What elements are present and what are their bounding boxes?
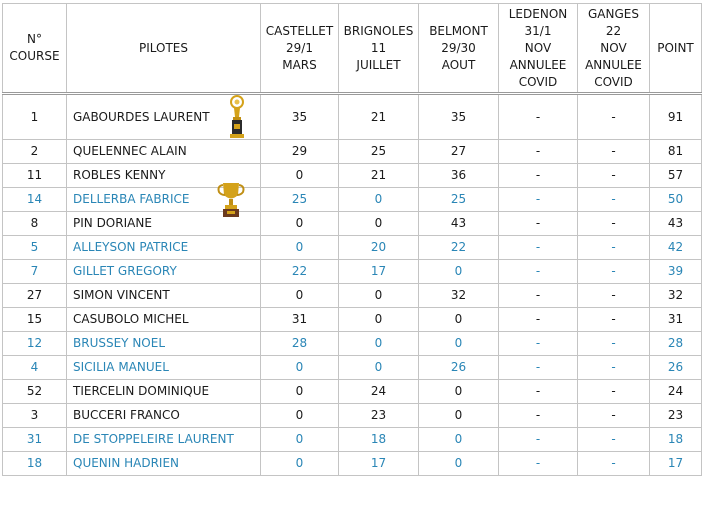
- header-line: ANNULEE: [585, 57, 642, 72]
- header-line: 29/30: [441, 40, 476, 55]
- cell-belmont: 26: [419, 356, 499, 380]
- header-line: 22: [605, 23, 622, 38]
- cell-point: 50: [650, 188, 702, 212]
- cell-pilot-name: [67, 188, 261, 212]
- cell-brignoles: 0: [339, 188, 419, 212]
- header-line: N°: [27, 32, 42, 46]
- cell-point: 32: [650, 284, 702, 308]
- cell-castellet: 0: [261, 236, 339, 260]
- cell-castellet: 0: [261, 212, 339, 236]
- cell-ganges: -: [578, 284, 650, 308]
- header-row: [3, 4, 702, 94]
- table-row: [3, 452, 702, 476]
- cell-ganges: -: [578, 356, 650, 380]
- cell-castellet: 0: [261, 380, 339, 404]
- cell-belmont: 35: [419, 94, 499, 140]
- cell-course-num: 4: [3, 356, 67, 380]
- cell-brignoles: 17: [339, 260, 419, 284]
- header-line: JUILLET: [356, 57, 401, 72]
- pilot-name-text: TIERCELIN DOMINIQUE: [73, 384, 210, 398]
- cell-belmont: 43: [419, 212, 499, 236]
- cell-castellet: 0: [261, 452, 339, 476]
- table-row: [3, 284, 702, 308]
- cell-point: 28: [650, 332, 702, 356]
- cell-ganges: -: [578, 236, 650, 260]
- cell-ledenon: -: [499, 308, 578, 332]
- cell-brignoles: 0: [339, 356, 419, 380]
- pilot-name-text: SICILIA MANUEL: [73, 360, 169, 374]
- cell-ledenon: -: [499, 404, 578, 428]
- header-line: GANGES: [588, 6, 639, 21]
- cell-castellet: 0: [261, 284, 339, 308]
- cell-castellet: 0: [261, 356, 339, 380]
- pilot-name-text: QUELENNEC ALAIN: [73, 144, 187, 158]
- table-row: [3, 236, 702, 260]
- cell-point: 18: [650, 428, 702, 452]
- cell-belmont: 22: [419, 236, 499, 260]
- cell-course-num: 7: [3, 260, 67, 284]
- header-line: NOV: [524, 40, 552, 55]
- cell-point: 81: [650, 140, 702, 164]
- header-line: MARS: [282, 57, 317, 72]
- header-line: NOV: [600, 40, 627, 55]
- cell-ledenon: -: [499, 164, 578, 188]
- table-row: [3, 94, 702, 140]
- table-row: [3, 332, 702, 356]
- cell-point: 43: [650, 212, 702, 236]
- cell-pilot-name: [67, 212, 261, 236]
- cell-ganges: -: [578, 94, 650, 140]
- cell-ganges: -: [578, 404, 650, 428]
- cell-castellet: 0: [261, 404, 339, 428]
- cell-ledenon: -: [499, 140, 578, 164]
- cell-course-num: 31: [3, 428, 67, 452]
- cell-point: 42: [650, 236, 702, 260]
- cell-course-num: 27: [3, 284, 67, 308]
- cell-ledenon: -: [499, 188, 578, 212]
- table-row: [3, 308, 702, 332]
- cell-ledenon: -: [499, 212, 578, 236]
- cell-ledenon: -: [499, 452, 578, 476]
- cell-brignoles: 0: [339, 284, 419, 308]
- cell-ledenon: -: [499, 260, 578, 284]
- table-row: [3, 428, 702, 452]
- cell-brignoles: 24: [339, 380, 419, 404]
- cell-castellet: 29: [261, 140, 339, 164]
- cell-course-num: 5: [3, 236, 67, 260]
- cell-pilot-name: [67, 380, 261, 404]
- cell-course-num: 12: [3, 332, 67, 356]
- table-row: [3, 356, 702, 380]
- header-castellet: [261, 4, 339, 94]
- cell-course-num: 2: [3, 140, 67, 164]
- header-pilotes: PILOTES: [67, 4, 261, 94]
- cell-belmont: 0: [419, 452, 499, 476]
- table-row: [3, 260, 702, 284]
- cell-course-num: 11: [3, 164, 67, 188]
- header-line: 31/1: [524, 23, 552, 38]
- table-row: [3, 188, 702, 212]
- header-point: POINT: [650, 4, 702, 94]
- cell-point: 31: [650, 308, 702, 332]
- cell-course-num: 14: [3, 188, 67, 212]
- header-ledenon: [499, 4, 578, 94]
- pilot-name-text: GILLET GREGORY: [73, 264, 177, 278]
- cell-castellet: 35: [261, 94, 339, 140]
- cell-pilot-name: [67, 260, 261, 284]
- pilot-name-text: DELLERBA FABRICE: [73, 192, 190, 206]
- cell-ledenon: -: [499, 332, 578, 356]
- cell-pilot-name: [67, 236, 261, 260]
- cell-belmont: 0: [419, 260, 499, 284]
- pilot-name-text: GABOURDES LAURENT: [73, 109, 210, 124]
- cell-brignoles: 20: [339, 236, 419, 260]
- cell-ganges: -: [578, 428, 650, 452]
- cell-ganges: -: [578, 260, 650, 284]
- cell-ledenon: -: [499, 380, 578, 404]
- pilot-name-text: CASUBOLO MICHEL: [73, 312, 189, 326]
- cell-ganges: -: [578, 380, 650, 404]
- cell-ganges: -: [578, 140, 650, 164]
- cell-belmont: 0: [419, 404, 499, 428]
- cell-pilot-name: [67, 94, 261, 140]
- cell-pilot-name: [67, 356, 261, 380]
- cell-course-num: 8: [3, 212, 67, 236]
- cell-pilot-name: [67, 332, 261, 356]
- table-row: [3, 164, 702, 188]
- header-line: 11: [370, 40, 387, 55]
- cell-ledenon: -: [499, 94, 578, 140]
- cell-castellet: 0: [261, 164, 339, 188]
- cell-ledenon: -: [499, 284, 578, 308]
- cell-pilot-name: [67, 428, 261, 452]
- cell-ganges: -: [578, 164, 650, 188]
- cell-pilot-name: [67, 404, 261, 428]
- cell-ledenon: -: [499, 428, 578, 452]
- header-line: COVID: [594, 74, 633, 89]
- cell-pilot-name: [67, 452, 261, 476]
- pilot-name-text: SIMON VINCENT: [73, 288, 170, 302]
- header-course-num: [3, 4, 67, 94]
- cell-castellet: 25: [261, 188, 339, 212]
- pilot-name-text: DE STOPPELEIRE LAURENT: [73, 432, 234, 446]
- header-line: ANNULEE: [509, 57, 567, 72]
- cell-belmont: 0: [419, 308, 499, 332]
- header-line: BRIGNOLES: [343, 23, 414, 38]
- header-line: 29/1: [286, 40, 313, 55]
- cell-pilot-name: [67, 284, 261, 308]
- cell-ledenon: -: [499, 356, 578, 380]
- cell-castellet: 31: [261, 308, 339, 332]
- cell-belmont: 27: [419, 140, 499, 164]
- pilot-name-text: QUENIN HADRIEN: [73, 456, 180, 470]
- cell-castellet: 28: [261, 332, 339, 356]
- header-line: COURSE: [9, 49, 60, 63]
- header-line: LEDENON: [508, 6, 568, 21]
- header-line: COVID: [518, 74, 558, 89]
- cell-ganges: -: [578, 212, 650, 236]
- cell-belmont: 36: [419, 164, 499, 188]
- cell-point: 39: [650, 260, 702, 284]
- cell-brignoles: 25: [339, 140, 419, 164]
- pilot-name-text: BUCCERI FRANCO: [73, 408, 180, 422]
- table-row: [3, 212, 702, 236]
- header-line: AOUT: [441, 57, 476, 72]
- table-row: [3, 404, 702, 428]
- cell-brignoles: 0: [339, 212, 419, 236]
- cell-brignoles: 21: [339, 164, 419, 188]
- cell-ganges: -: [578, 452, 650, 476]
- cell-brignoles: 17: [339, 452, 419, 476]
- cell-ganges: -: [578, 188, 650, 212]
- pilot-name-text: PIN DORIANE: [73, 216, 152, 230]
- cell-brignoles: 0: [339, 332, 419, 356]
- cell-brignoles: 18: [339, 428, 419, 452]
- cell-point: 57: [650, 164, 702, 188]
- cell-point: 91: [650, 94, 702, 140]
- cell-belmont: 32: [419, 284, 499, 308]
- header-ganges: [578, 4, 650, 94]
- cell-point: 24: [650, 380, 702, 404]
- cell-pilot-name: [67, 308, 261, 332]
- cell-brignoles: 0: [339, 308, 419, 332]
- header-line: BELMONT: [429, 23, 488, 38]
- cell-course-num: 15: [3, 308, 67, 332]
- cell-ganges: -: [578, 308, 650, 332]
- pilot-name-text: ALLEYSON PATRICE: [73, 240, 189, 254]
- trophy-first-icon: [227, 95, 247, 139]
- cell-belmont: 25: [419, 188, 499, 212]
- cell-course-num: 18: [3, 452, 67, 476]
- cell-castellet: 22: [261, 260, 339, 284]
- cell-belmont: 0: [419, 332, 499, 356]
- header-brignoles: [339, 4, 419, 94]
- cell-point: 23: [650, 404, 702, 428]
- cell-brignoles: 21: [339, 94, 419, 140]
- cell-course-num: 1: [3, 94, 67, 140]
- cell-point: 26: [650, 356, 702, 380]
- cell-ledenon: -: [499, 236, 578, 260]
- header-belmont: [419, 4, 499, 94]
- cell-brignoles: 23: [339, 404, 419, 428]
- cell-castellet: 0: [261, 428, 339, 452]
- cell-course-num: 3: [3, 404, 67, 428]
- cell-point: 17: [650, 452, 702, 476]
- pilot-name-text: ROBLES KENNY: [73, 168, 166, 182]
- cell-belmont: 0: [419, 428, 499, 452]
- cell-pilot-name: [67, 140, 261, 164]
- table-row: [3, 140, 702, 164]
- cell-ganges: -: [578, 332, 650, 356]
- table-row: [3, 380, 702, 404]
- standings-table: [2, 3, 702, 476]
- header-line: CASTELLET: [265, 23, 334, 38]
- pilot-name-text: BRUSSEY NOEL: [73, 336, 166, 350]
- cell-belmont: 0: [419, 380, 499, 404]
- cell-course-num: 52: [3, 380, 67, 404]
